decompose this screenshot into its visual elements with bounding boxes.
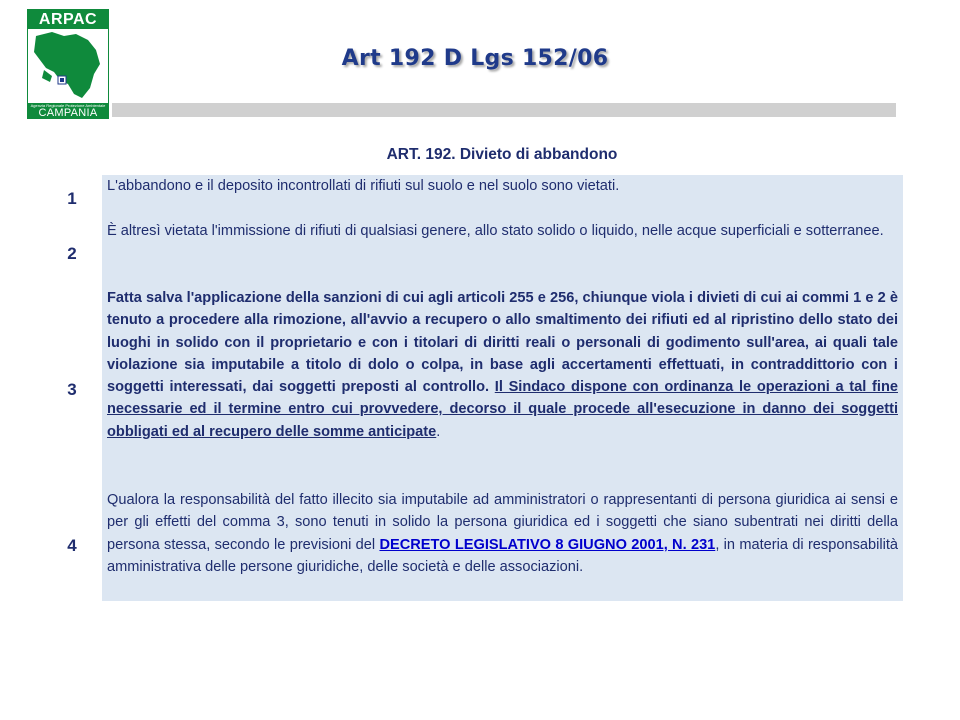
paragraph-4 xyxy=(107,489,898,578)
logo-subtitle: Agenzia Regionale Protezione Ambientale xyxy=(28,103,108,109)
article-heading: ART. 192. Divieto di abbandono xyxy=(386,146,618,163)
logo-bottom-text: CAMPANIA xyxy=(28,108,108,118)
paragraph-number-3: 3 xyxy=(67,380,77,399)
paragraph-3-end: . xyxy=(436,423,441,440)
paragraph-3-underlined-text: Il Sindaco dispone con ordinanza le operazioni a tal fine necessarie ed il termine entro cui provvedere, decorso il quale procede all'esecuzione in danno dei soggetti obbligati ed al recupero delle somme anticipate xyxy=(107,379,898,440)
paragraph-number-2: 2 xyxy=(67,244,77,263)
paragraph-number-4: 4 xyxy=(67,536,77,555)
paragraph-3 xyxy=(107,287,898,443)
decreto-legislativo-link[interactable]: DECRETO LEGISLATIVO 8 GIUGNO 2001, N. 231 xyxy=(379,536,716,553)
logo-top-text: ARPAC xyxy=(28,10,108,29)
paragraph-3-text: Fatta salva l'applicazione della sanzioni di cui agli articoli 255 e 256, chiunque viola i divieti di cui ai commi 1 e 2 è tenuto a procedere alla rimozione, all'avvio a recupero o allo smaltimento dei rifiuti ed al ripristino dello stato dei luoghi in solido con il proprietario e con i titolari di diritti reali o personali di godimento sull'area, ai quali tale violazione sia imputabile a titolo di dolo o colpa, in base agli accertamenti effettuati, in contraddittorio con i soggetti interessati, dai soggetti preposti al controllo. xyxy=(107,290,898,396)
paragraph-number-1: 1 xyxy=(67,189,77,208)
paragraph-2: È altresì vietata l'immissione di rifiuti di qualsiasi genere, allo stato solido o liquido, nelle acque superficiali e sotterranee. xyxy=(107,223,884,239)
paragraph-4-end: , in materia di responsabilità amministrativa delle persone giuridiche, delle società e delle associazioni. xyxy=(107,536,898,575)
paragraph-4-text: Qualora la responsabilità del fatto illecito sia imputabile ad amministratori o rappresentanti di persona giuridica ai sensi e per gli effetti del comma 3, sono tenuti in solido la persona giuridica ed i soggetti che siano subentrati nei diritti della persona stessa, secondo le previsioni del xyxy=(107,492,898,553)
title-underline-bar xyxy=(112,103,896,117)
paragraph-numbers xyxy=(62,0,84,720)
paragraph-1: L'abbandono e il deposito incontrollati di rifiuti sul suolo e nel suolo sono vietati. xyxy=(107,178,620,194)
page-title: Art 192 D Lgs 152/06 xyxy=(341,46,609,71)
